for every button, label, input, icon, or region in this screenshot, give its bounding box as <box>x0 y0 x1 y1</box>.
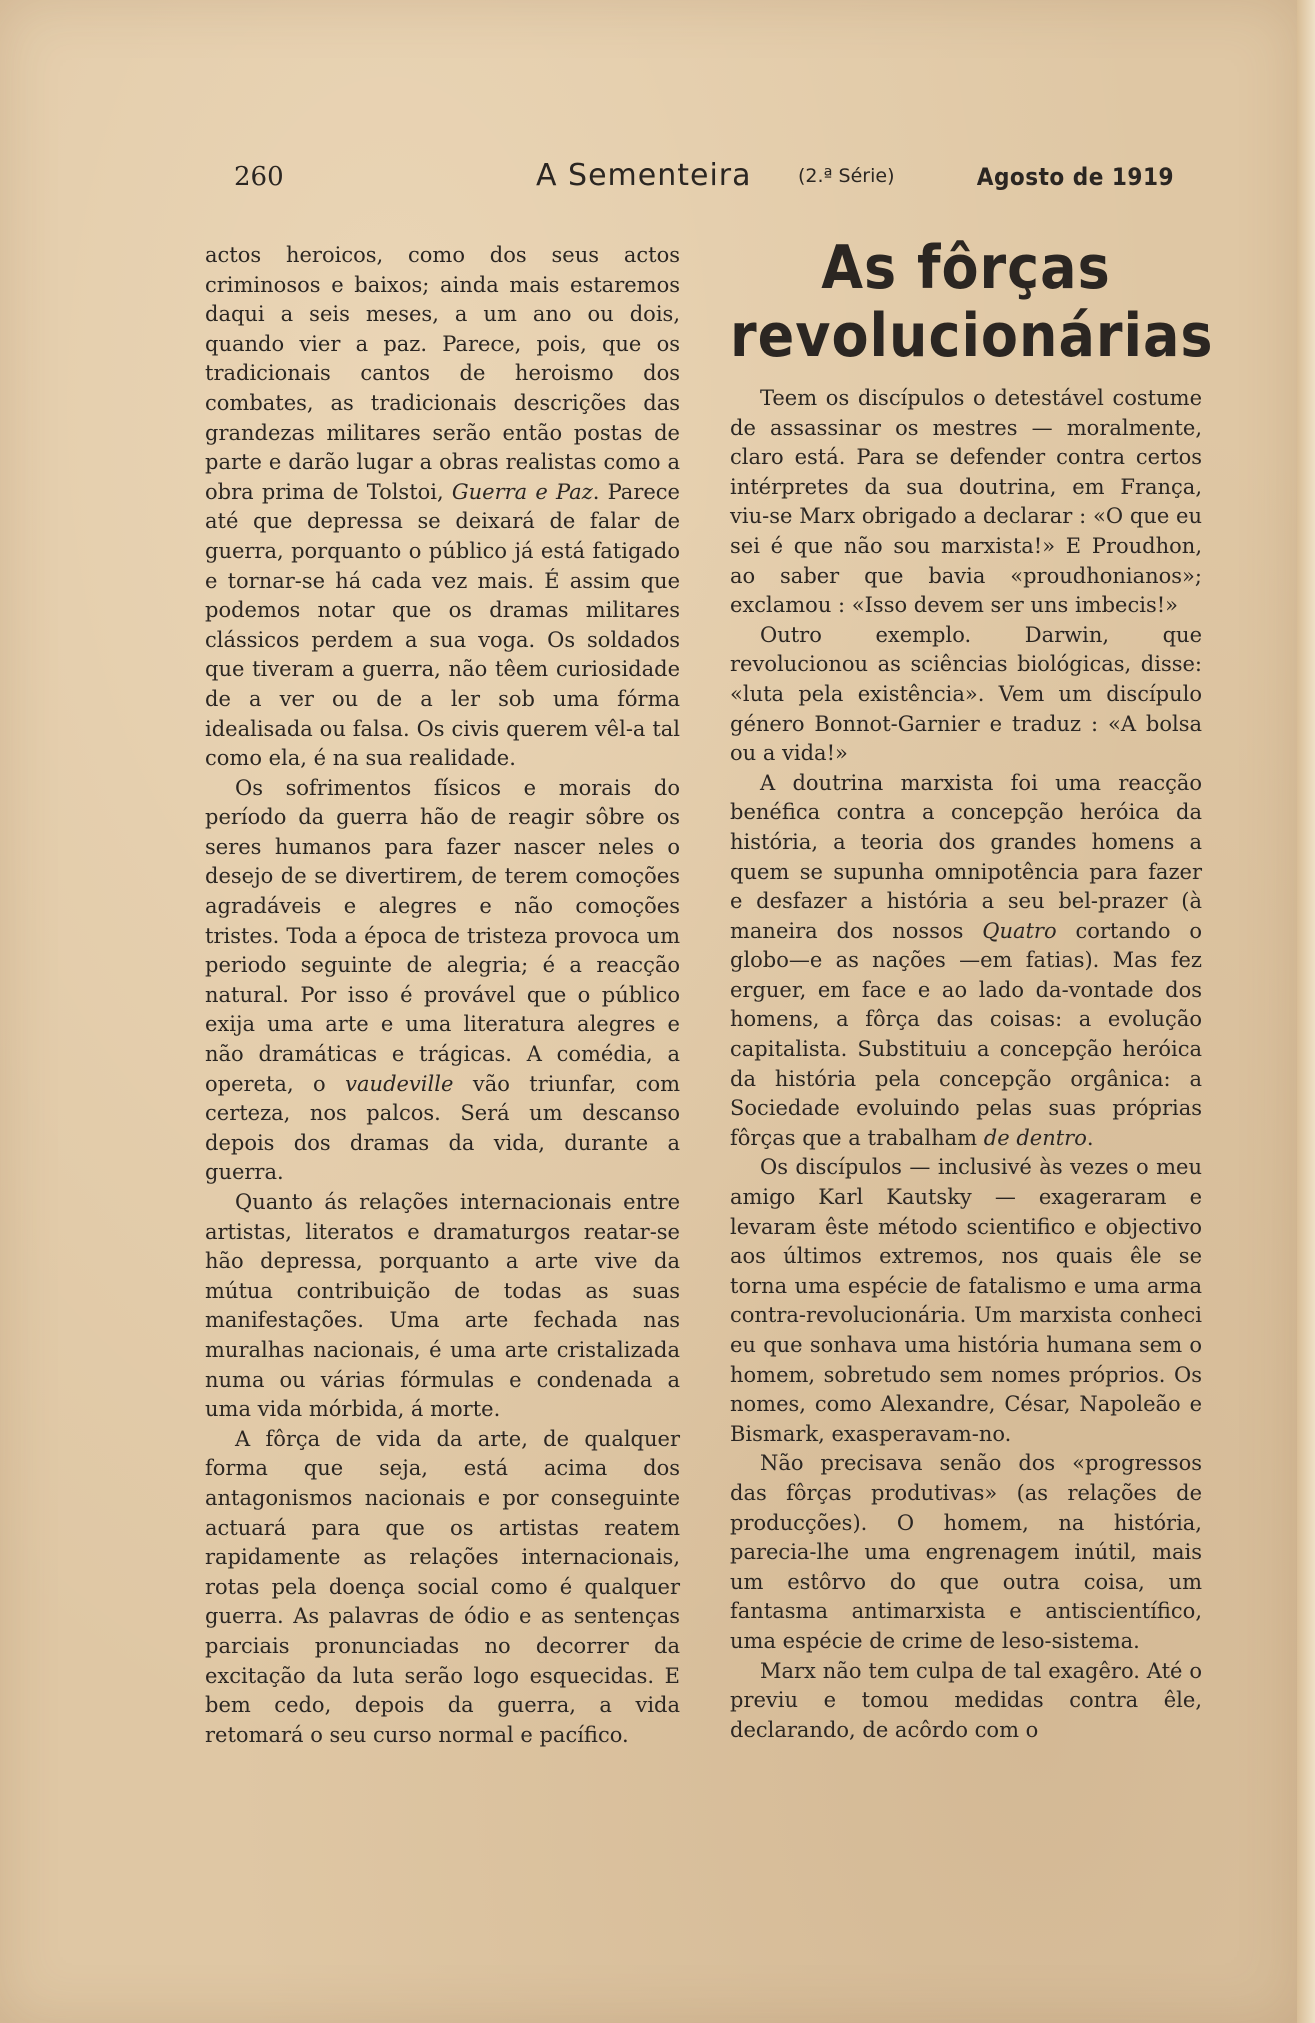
right-paragraph-3 <box>730 769 1202 1154</box>
left-p2-text-b: vão triunfar, com certeza, nos palcos. Será um descanso depois dos dramas da vida, durante a guerra. <box>205 1071 681 1185</box>
right-paragraph-5: Não precisava senão dos «progressos das fôrças produtivas» (as relações de producções). O homem, na história, parecia-lhe uma engrenagem inútil, mais um estôrvo do que outra coisa, um fantasma antimarxista e antiscientífico, uma espécie de crime de leso-sistema. <box>730 1451 1202 1653</box>
left-paragraph-3: Quanto ás relações internacionais entre artistas, literatos e dramaturgos reatar-se hão depressa, porquanto a arte vive da mútua contribuição de todas as suas manifestações. Uma arte fechada nas muralhas nacionais, é uma arte cristalizada numa ou várias fórmulas e condenada a uma vida mórbida, á morte. <box>205 1190 680 1422</box>
right-p3-text-c: . <box>1086 1125 1094 1150</box>
right-paragraph-4: Os discípulos — inclusivé às vezes o meu amigo Karl Kautsky — exageraram e levaram êste método scientifico e objectivo aos últimos extremos, nos quais êle se torna uma espécie de fatalismo e uma arma contra-revolucionária. Um marxista conheci eu que sonhava uma história humana sem o homem, sobretudo sem nomes próprios. Os nomes, como Alexandre, César, Napoleão e Bismark, exasperavam-no. <box>730 1155 1202 1446</box>
right-paragraph-2: Outro exemplo. Darwin, que revolucionou as sciências biológicas, disse: «luta pela existência». Vem um discípulo género Bonnot-Garnier e traduz : «A bolsa ou a vida!» <box>730 622 1202 766</box>
left-column <box>205 241 680 1750</box>
issue-date: Agosto de 1919 <box>976 163 1174 191</box>
page-header <box>234 158 1174 198</box>
journal-title: A Sementeira <box>536 158 752 193</box>
right-p3-italic-a: Quatro <box>982 918 1057 943</box>
left-p1-italic: Guerra e Paz <box>451 479 593 504</box>
left-paragraph-2 <box>205 774 680 1188</box>
page-number: 260 <box>234 162 284 192</box>
left-p1-rest: . Parece até que depressa se deixará de falar de guerra, porquanto o público já está fatigado e tornar-se há cada vez mais. É assim que podemos notar que os dramas militares clássicos perdem a sua voga. Os soldados que tiveram a guerra, não têem curiosidade de a ver ou de a ler sob uma fórma idealisada ou falsa. Os civis querem vêl-a tal como ela, é na sua realidade. <box>205 479 680 771</box>
article-title: As fôrças revolucionárias <box>730 233 1214 371</box>
left-p1-text: actos heroicos, como dos seus actos criminosos e baixos; ainda mais estaremos daqui a seis meses, a um ano ou dois, quando vier a paz. Parece, pois, que os tradicionais cantos de heroismo dos combates, as tradicionais descrições das grandezas militares serão então postas de parte e darão lugar a obras realistas como a obra prima de Tolstoi, <box>205 243 680 504</box>
left-p2-text-a: Os sofrimentos físicos e morais do período da guerra hão de reagir sôbre os seres humanos para fazer nascer neles o desejo de se divertirem, de terem comoções agradáveis e alegres e não comoções tristes. Toda a época de tristeza provoca um periodo seguinte de alegria; é a reacção natural. Por isso é provável que o público exija uma arte e uma literatura alegres e não dramáticas e trágicas. A comédia, a opereta, o <box>205 775 680 1096</box>
left-p2-italic: vaudeville <box>345 1071 454 1096</box>
left-paragraph-1 <box>205 241 680 774</box>
page-edge <box>1297 0 1315 2023</box>
right-paragraph-6: Marx não tem culpa de tal exagêro. Até o previu e tomou medidas contra êle, declarando, de acôrdo com o <box>730 1658 1202 1742</box>
left-paragraph-4: A fôrça de vida da arte, de qualquer forma que seja, está acima dos antagonismos nacionais e por conseguinte actuará para que os artistas reatem rapidamente as relações internacionais, rotas pela doença social como é qualquer guerra. As palavras de ódio e as sentenças parciais pronunciadas no decorrer da excitação da luta serão logo esquecidas. E bem cedo, depois da guerra, a vida retomará o seu curso normal e pacífico. <box>205 1426 680 1747</box>
right-paragraph-1: Teem os discípulos o detestável costume de assassinar os mestres — moralmente, claro está. Para se defender contra certos intérpretes da sua doutrina, em França, viu-se Marx obrigado a declarar : «O que eu sei é que não sou marxista!» E Proudhon, ao saber que bavia «proudhonianos»; exclamou : «Isso devem ser uns imbecis!» <box>730 386 1202 618</box>
right-p3-text-a: A doutrina marxista foi uma reacção benéfica contra a concepção heróica da história, a teoria dos grandes homens a quem se supunha omnipotência para fazer e desfazer a história a seu bel-prazer (à maneira dos nossos <box>730 770 1202 943</box>
right-column <box>730 384 1202 1745</box>
series-label: (2.ª Série) <box>798 165 895 187</box>
right-p3-italic-b: de dentro <box>983 1125 1087 1150</box>
right-p3-text-b: cortando o globo—e as nações —em fatias). Mas fez erguer, em face e ao lado da-vontade dos homens, a fôrça das coisas: a evolução capitalista. Substituiu a concepção heróica da história pela concepção orgânica: a Sociedade evoluindo pelas suas próprias fôrças que a trabalham <box>730 918 1202 1150</box>
